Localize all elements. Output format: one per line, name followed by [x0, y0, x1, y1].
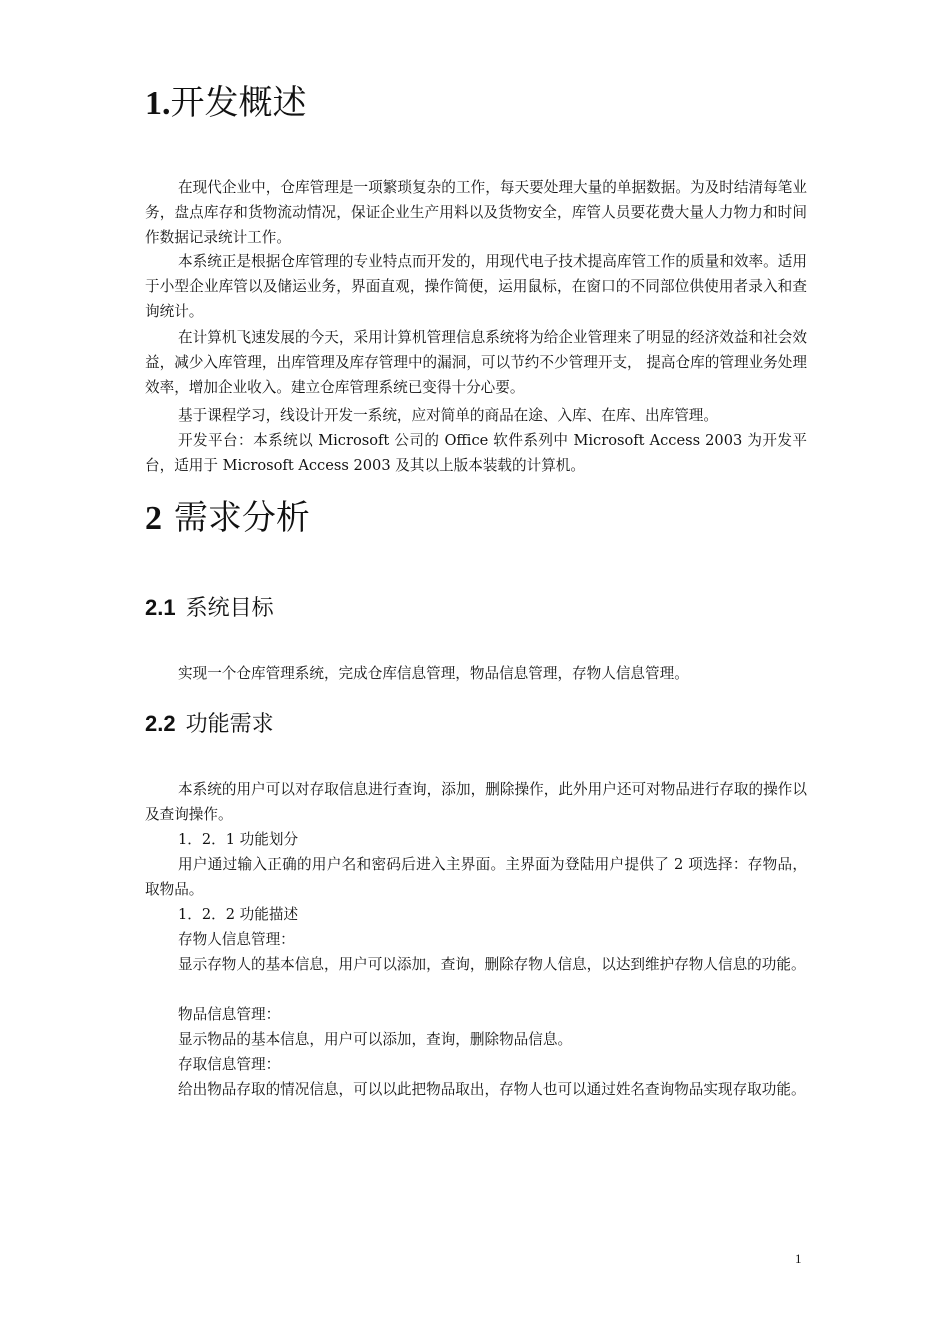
section-2-1-number: 2.1 [145, 595, 176, 620]
section-2-title: 需求分析 [173, 498, 310, 538]
access-info-label: 存取信息管理： [178, 1056, 281, 1073]
section-1-paragraph-4: 基于课程学习，线设计开发一系统，应对简单的商品在途、入库、在库、出库管理。 [178, 407, 718, 424]
section-2-2-paragraph-2: 用户通过输入正确的用户名和密码后进入主界面。主界面为登陆用户提供了 2 项选择：存物品，取物品。 [145, 856, 807, 898]
subsection-1-2-1-heading: 1．2．1 功能划分 [178, 831, 299, 848]
section-2-2-paragraph-1: 本系统的用户可以对存取信息进行查询，添加，删除操作，此外用户还可对物品进行存取的操作以及查询操作。 [145, 781, 807, 823]
subsection-1-2-2-heading: 1．2．2 功能描述 [178, 906, 299, 923]
section-1-paragraph-1: 在现代企业中，仓库管理是一项繁琐复杂的工作，每天要处理大量的单据数据。为及时结清每笔业务，盘点库存和货物流动情况，保证企业生产用料以及货物安全，库管人员要花费大量人力物力和时间作数据记录统计工作。 [145, 179, 807, 246]
access-info-description: 给出物品存取的情况信息，可以以此把物品取出，存物人也可以通过姓名查询物品实现存取功能。 [178, 1081, 806, 1098]
depositor-info-description: 显示存物人的基本信息，用户可以添加，查询，删除存物人信息，以达到维护存物人信息的功能。 [178, 956, 806, 973]
document-page [145, 0, 807, 1344]
item-info-label: 物品信息管理： [178, 1006, 281, 1023]
section-2-2-heading [145, 710, 274, 739]
section-1-paragraph-5: 开发平台：本系统以 Microsoft 公司的 Office 软件系列中 Microsoft Access 2003 为开发平台，适用于 Microsoft Access 2003 及其以上版本装载的计算机。 [145, 432, 807, 474]
section-2-1-paragraph: 实现一个仓库管理系统，完成仓库信息管理，物品信息管理，存物人信息管理。 [178, 665, 689, 682]
section-2-1-title: 系统目标 [185, 596, 274, 621]
section-1-number: 1. [145, 85, 171, 122]
page-number: 1 [795, 1251, 802, 1266]
section-1-heading [145, 83, 307, 124]
section-2-2-number: 2.2 [145, 711, 176, 736]
section-2-1-heading [145, 594, 274, 623]
section-2-heading [145, 498, 310, 539]
section-1-paragraph-3: 在计算机飞速发展的今天，采用计算机管理信息系统将为给企业管理来了明显的经济效益和社会效益，减少入库管理，出库管理及库存管理中的漏洞，可以节约不少管理开支， 提高仓库的管理业务处理效率，增加企业收入。建立仓库管理系统已变得十分心要。 [145, 329, 807, 396]
item-info-description: 显示物品的基本信息，用户可以添加，查询，删除物品信息。 [178, 1031, 573, 1048]
section-2-number: 2 [145, 500, 162, 537]
section-1-paragraph-2: 本系统正是根据仓库管理的专业特点而开发的，用现代电子技术提高库管工作的质量和效率。适用于小型企业库管以及储运业务，界面直观，操作简便，运用鼠标，在窗口的不同部位供使用者录入和查询统计。 [145, 253, 807, 320]
section-1-title: 开发概述 [170, 83, 307, 123]
depositor-info-label: 存物人信息管理： [178, 931, 295, 948]
section-2-2-title: 功能需求 [185, 712, 274, 737]
